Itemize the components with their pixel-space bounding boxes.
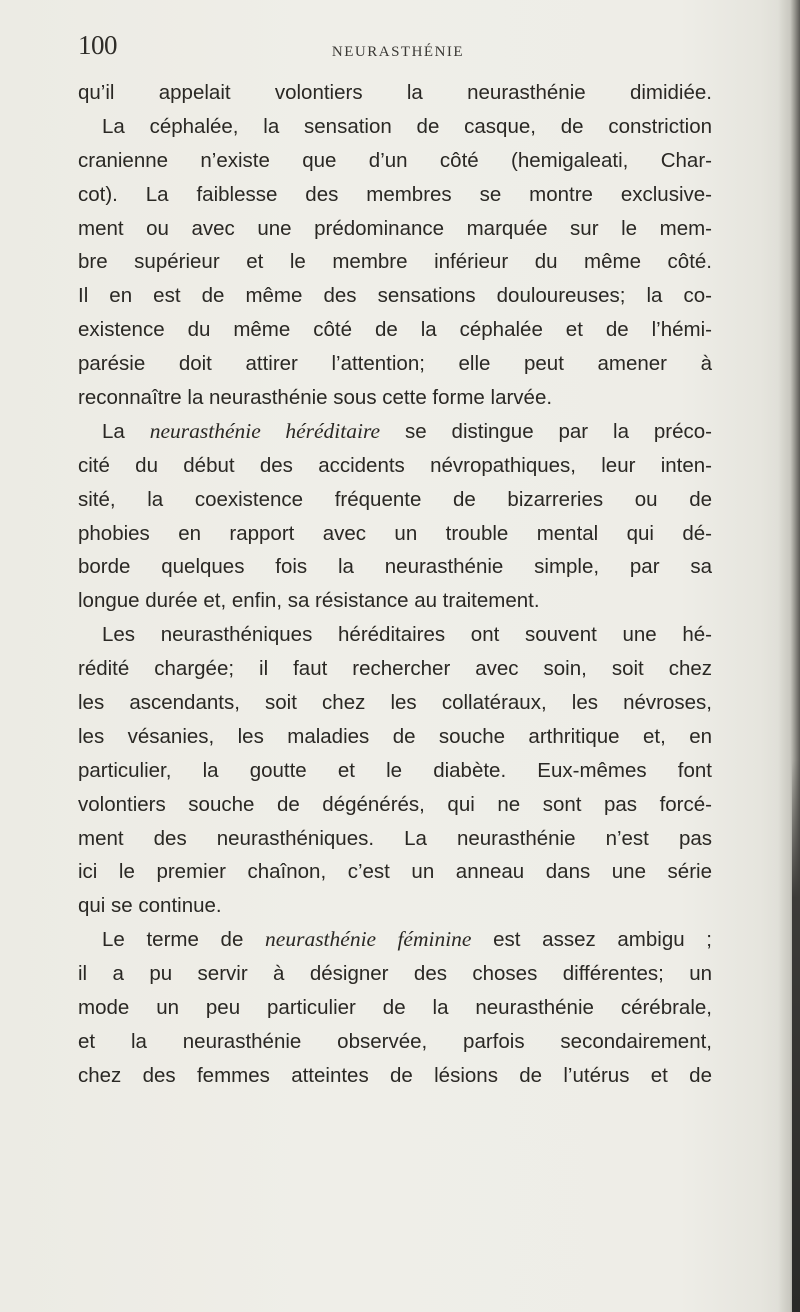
running-head: NEURASTHÉNIE [331,44,465,60]
text-line: borde quelques fois la neurasthénie simple, par sa [78,555,712,579]
text-line: parésie doit attirer l’attention; elle peut amener à [78,352,712,376]
text-line: il a pu servir à désigner des choses différentes; un [78,962,712,986]
text-line: les ascendants, soit chez les collatéraux, les névroses, [78,691,712,715]
text-line: ici le premier chaînon, c’est un anneau dans une série [78,860,712,884]
text-line: Les neurasthéniques héréditaires ont souvent une hé- [102,623,712,647]
text-line: chez des femmes atteintes de lésions de l’utérus et de [78,1063,712,1087]
text-line: mode un peu particulier de la neurasthénie cérébrale, [78,996,712,1020]
text-line: bre supérieur et le membre inférieur du même côté. [78,250,712,274]
text-line: rédité chargée; il faut rechercher avec soin, soit chez [78,657,712,681]
page-header [78,18,718,62]
text-line: cranienne n’existe que d’un côté (hemigaleati, Char- [78,148,712,172]
text-line: La céphalée, la sensation de casque, de constriction [102,114,712,138]
text-line: cité du début des accidents névropathiques, leur inten- [78,453,712,477]
text-line: particulier, la goutte et le diabète. Eux-mêmes font [78,758,712,782]
text-line: sité, la coexistence fréquente de bizarreries ou de [78,487,712,511]
text-line: ment des neurasthéniques. La neurasthénie n’est pas [78,826,712,850]
text-line: Il en est de même des sensations douloureuses; la co- [78,284,712,308]
text-line: qui se continue. [78,894,222,918]
book-spine-edge [792,760,800,1312]
text-line: ment ou avec une prédominance marquée sur le mem- [78,216,712,240]
italic-term: neurasthénie héréditaire [149,418,381,443]
body-text [78,76,712,1093]
text-line: phobies en rapport avec un trouble mental qui dé- [78,521,712,545]
text-line: cot). La faiblesse des membres se montre exclusive- [78,182,712,206]
text-line: les vésanies, les maladies de souche arthritique et, en [78,724,712,748]
text-line: reconnaître la neurasthénie sous cette forme larvée. [78,386,553,410]
text-line: La neurasthénie héréditaire se distingue par la préco- [102,418,713,443]
text-line: longue durée et, enfin, sa résistance au traitement. [78,589,540,613]
text-line: existence du même côté de la céphalée et de l’hémi- [78,318,712,342]
text-line: qu’il appelait volontiers la neurasthénie dimidiée. [78,81,712,104]
text-line: volontiers souche de dégénérés, qui ne sont pas forcé- [78,792,712,816]
italic-term: neurasthénie féminine [265,927,472,952]
text-line: et la neurasthénie observée, parfois secondairement, [78,1029,712,1053]
page-number: 100 [78,30,117,60]
text-line: Le terme de neurasthénie féminine est assez ambigu ; [102,927,713,952]
